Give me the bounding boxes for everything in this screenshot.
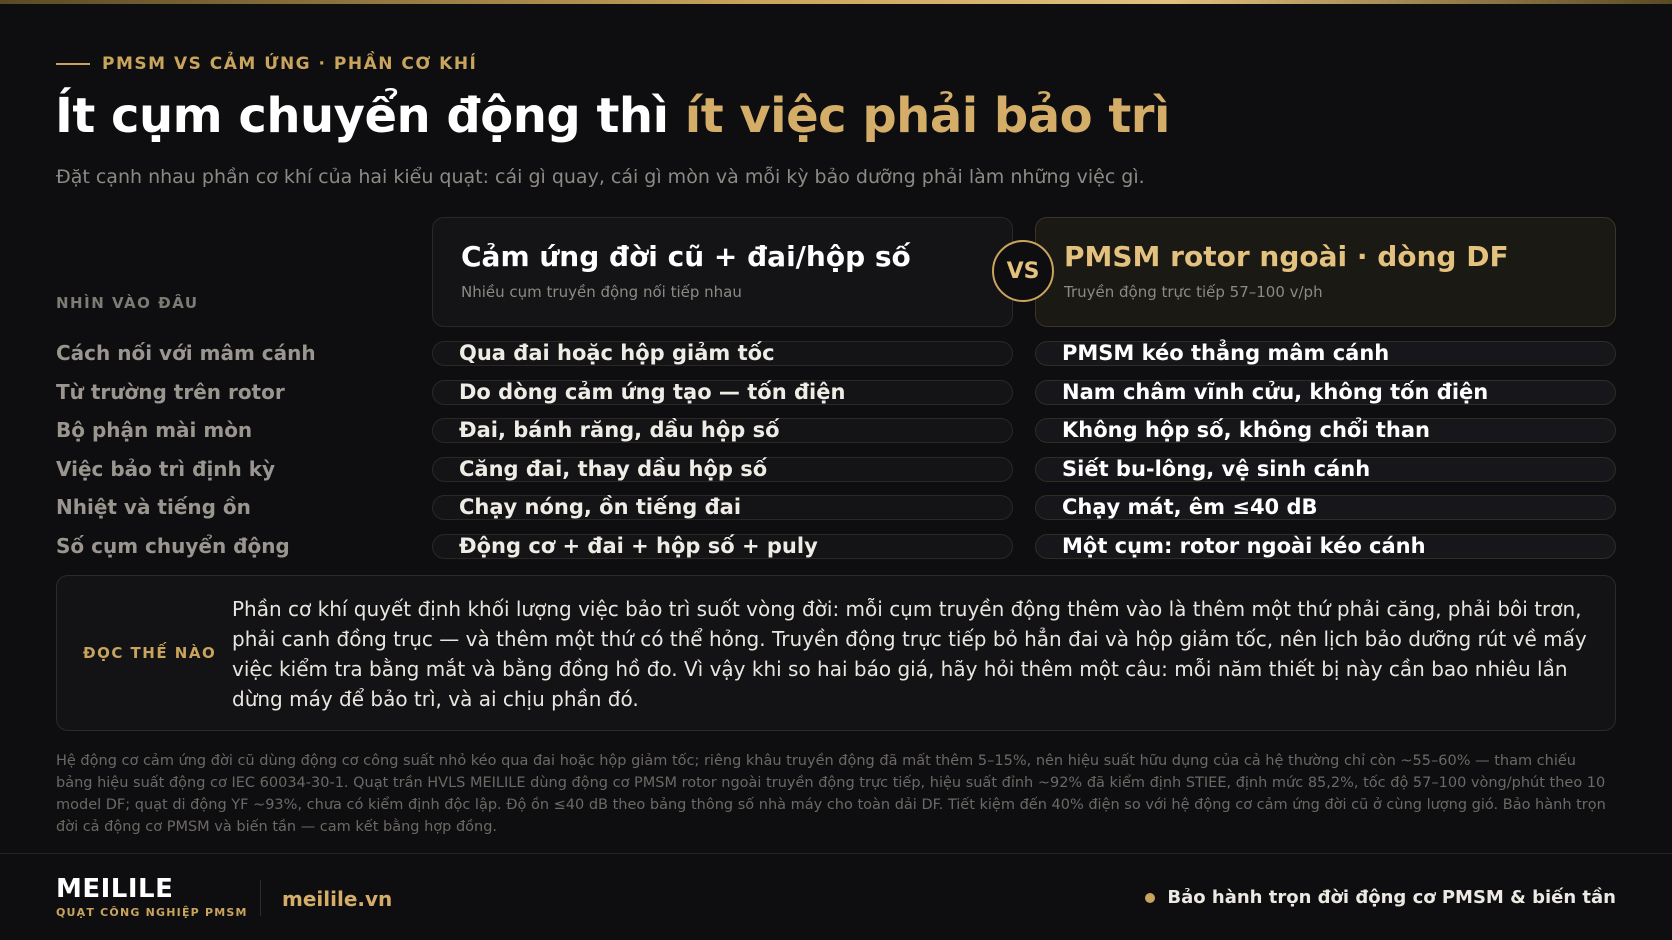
column-title-induction: Cảm ứng đời cũ + đai/hộp số: [461, 240, 911, 273]
vs-badge: VS: [992, 240, 1054, 302]
eyebrow: [56, 54, 477, 74]
pmsm-cell: PMSM kéo thẳng mâm cánh: [1035, 341, 1616, 366]
website-link[interactable]: meilile.vn: [282, 887, 393, 911]
title-main: Ít cụm chuyển động thì: [55, 88, 685, 144]
footnote: Hệ động cơ cảm ứng đời cũ dùng động cơ công suất nhỏ kéo qua đai hoặc hộp giảm tốc; riêng khâu truyền động đã mất thêm 5–15%, nên hiệu suất hữu dụng của cả hệ thường chỉ còn ~55–60% — tham chiếu bảng hiệu suất động cơ IEC 60034-30-1. Quạt trần HVLS MEILILE dùng động cơ PMSM rotor ngoài truyền động trực tiếp, hiệu suất đỉnh ~92% đã kiểm định STIEE, định mức 85,2%, tốc độ 57–100 vòng/phút theo 10 model DF; quạt di động YF ~93%, chưa có kiểm định độc lập. Độ ồn ≤40 dB theo bảng thông số nhà máy cho toàn dải DF. Tiết kiệm đến 40% điện so với hệ động cơ cảm ứng đời cũ ở cùng lượng gió. Bảo hành trọn đời cả động cơ PMSM và biến tần — cam kết bằng hợp đồng.: [56, 753, 1606, 835]
row-label: Nhiệt và tiếng ồn: [56, 495, 251, 519]
brand-tagline: QUẠT CÔNG NGHIỆP PMSM: [56, 906, 248, 919]
induction-cell: Chạy nóng, ồn tiếng đai: [432, 495, 1013, 520]
row-label: Bộ phận mài mòn: [56, 418, 253, 442]
row-label: Số cụm chuyển động: [56, 534, 290, 558]
row-label: Từ trường trên rotor: [56, 380, 285, 404]
column-header-induction: [432, 217, 1013, 327]
warranty-note: [1145, 887, 1616, 908]
column-title-pmsm: PMSM rotor ngoài · dòng DF: [1064, 240, 1509, 273]
induction-cell: Căng đai, thay dầu hộp số: [432, 457, 1013, 482]
row-label: Việc bảo trì định kỳ: [56, 457, 276, 481]
how-to-read-text: Phần cơ khí quyết định khối lượng việc bảo trì suốt vòng đời: mỗi cụm truyền động thêm vào là thêm một thứ phải căng, phải bôi trơn, phải canh đồng trục — và thêm một thứ có thể hỏng. Truyền động trực tiếp bỏ hẳn đai và hộp giảm tốc, nên lịch bảo dưỡng rút về mấy việc kiểm tra bằng mắt và bằng đồng hồ đo. Vì vậy khi so hai báo giá, hãy hỏi thêm một câu: mỗi năm thiết bị này cần bao nhiêu lần dừng máy để bảo trì, và ai chịu phần đó.: [232, 597, 1587, 711]
how-to-read-box: [56, 575, 1616, 731]
footer-separator: [260, 880, 261, 916]
induction-cell: Động cơ + đai + hộp số + puly: [432, 534, 1013, 559]
brand-logo: [56, 874, 248, 919]
title-accent: ít việc phải bảo trì: [684, 88, 1170, 144]
how-to-read-label: ĐỌC THẾ NÀO: [83, 644, 217, 662]
induction-cell: Đai, bánh răng, dầu hộp số: [432, 418, 1013, 443]
pmsm-cell: Một cụm: rotor ngoài kéo cánh: [1035, 534, 1616, 559]
column-header-pmsm: [1035, 217, 1616, 327]
eyebrow-text: PMSM VS CẢM ỨNG · PHẦN CƠ KHÍ: [102, 54, 478, 74]
page-subtitle: Đặt cạnh nhau phần cơ khí của hai kiểu quạt: cái gì quay, cái gì mòn và mỗi kỳ bảo dưỡng phải làm những việc gì.: [56, 166, 1145, 188]
eyebrow-dash: [56, 63, 90, 65]
column-subtitle-induction: Nhiều cụm truyền động nối tiếp nhau: [461, 283, 742, 301]
pmsm-cell: Nam châm vĩnh cửu, không tốn điện: [1035, 380, 1616, 405]
top-accent-line: [0, 0, 1672, 4]
warranty-text: Bảo hành trọn đời động cơ PMSM & biến tần: [1167, 887, 1616, 908]
induction-cell: Qua đai hoặc hộp giảm tốc: [432, 341, 1013, 366]
pmsm-cell: Siết bu-lông, vệ sinh cánh: [1035, 457, 1616, 482]
column-subtitle-pmsm: Truyền động trực tiếp 57–100 v/ph: [1064, 283, 1323, 301]
pmsm-cell: Chạy mát, êm ≤40 dB: [1035, 495, 1616, 520]
bullet-dot-icon: [1145, 893, 1155, 903]
footer-divider: [0, 853, 1672, 854]
induction-cell: Do dòng cảm ứng tạo — tốn điện: [432, 380, 1013, 405]
pmsm-cell: Không hộp số, không chổi than: [1035, 418, 1616, 443]
look-label: NHÌN VÀO ĐÂU: [56, 294, 199, 312]
brand-name: MEILILE: [56, 874, 174, 904]
row-label: Cách nối với mâm cánh: [56, 341, 316, 365]
page-title: [55, 88, 1170, 144]
